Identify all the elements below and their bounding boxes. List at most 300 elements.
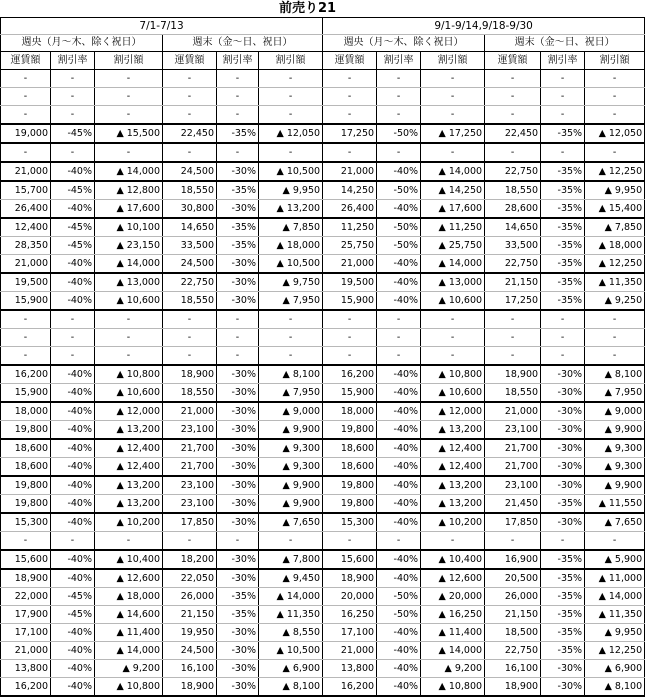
discount-triangle-icon: ▲ — [282, 443, 290, 454]
table-cell: 18,550 — [485, 384, 541, 403]
table-cell: -30% — [541, 365, 585, 384]
table-cell: - — [421, 347, 485, 366]
table-row — [1, 292, 645, 311]
table-cell: 18,550 — [163, 292, 217, 311]
discount-amount: 7,800 — [292, 554, 321, 565]
table-cell: - — [95, 88, 163, 106]
table-cell — [585, 678, 645, 697]
discount-amount: 17,600 — [448, 203, 483, 214]
table-cell — [95, 624, 163, 642]
discount-amount: 7,850 — [614, 222, 643, 233]
table-cell: -40% — [377, 292, 421, 311]
table-cell: -30% — [217, 624, 259, 642]
table-cell — [259, 660, 323, 678]
table-cell — [421, 421, 485, 440]
group-weekend-1: 週末（金～日、祝日） — [163, 35, 323, 52]
table-cell: - — [259, 310, 323, 329]
table-cell — [259, 421, 323, 440]
table-cell — [95, 513, 163, 532]
table-cell: - — [541, 310, 585, 329]
table-cell: - — [541, 106, 585, 125]
discount-triangle-icon: ▲ — [604, 554, 612, 565]
discount-amount: 9,200 — [454, 663, 483, 674]
table-cell: - — [585, 329, 645, 347]
table-cell: -35% — [541, 273, 585, 292]
period-row — [1, 18, 645, 35]
table-cell: 15,600 — [1, 550, 51, 569]
table-cell: 28,350 — [1, 237, 51, 255]
discount-amount: 18,000 — [126, 591, 160, 602]
table-cell — [95, 162, 163, 181]
col-discount-2: 割引額 — [259, 52, 323, 70]
table-cell: - — [259, 70, 323, 88]
discount-amount: 9,900 — [292, 480, 321, 491]
table-cell: - — [585, 143, 645, 162]
table-cell — [259, 124, 323, 143]
col-discount-3: 割引額 — [421, 52, 485, 70]
table-cell: 22,450 — [163, 124, 217, 143]
discount-amount: 10,600 — [448, 387, 483, 398]
table-cell — [259, 402, 323, 421]
table-cell: -30% — [217, 550, 259, 569]
table-cell: -35% — [541, 495, 585, 514]
table-row — [1, 273, 645, 292]
table-cell: -35% — [217, 588, 259, 606]
discount-amount: 10,800 — [448, 369, 483, 380]
table-cell: 16,900 — [485, 550, 541, 569]
discount-amount: 23,150 — [126, 240, 160, 251]
discount-amount: 9,300 — [292, 461, 321, 472]
table-cell — [585, 642, 645, 660]
table-cell: 18,550 — [485, 181, 541, 200]
discount-triangle-icon: ▲ — [438, 554, 446, 565]
table-cell: -35% — [541, 550, 585, 569]
table-cell — [95, 237, 163, 255]
table-cell: 14,650 — [485, 218, 541, 237]
group-row — [1, 35, 645, 52]
table-cell — [585, 384, 645, 403]
discount-triangle-icon: ▲ — [438, 591, 446, 602]
table-cell: - — [95, 106, 163, 125]
table-cell: - — [1, 70, 51, 88]
discount-amount: 8,100 — [292, 681, 321, 692]
table-cell — [585, 606, 645, 624]
table-cell: - — [323, 106, 377, 125]
table-cell: -50% — [377, 181, 421, 200]
table-row — [1, 310, 645, 329]
discount-amount: 8,550 — [292, 627, 321, 638]
table-row — [1, 255, 645, 274]
table-cell: 21,700 — [485, 458, 541, 477]
discount-triangle-icon: ▲ — [116, 480, 124, 491]
table-cell: - — [421, 310, 485, 329]
table-cell: -35% — [541, 237, 585, 255]
discount-amount: 14,250 — [448, 185, 483, 196]
table-cell: 19,950 — [163, 624, 217, 642]
table-cell: -40% — [51, 624, 95, 642]
table-cell: 15,300 — [1, 513, 51, 532]
discount-triangle-icon: ▲ — [276, 203, 284, 214]
discount-amount: 8,100 — [614, 681, 643, 692]
table-cell: -30% — [217, 292, 259, 311]
table-cell: 12,400 — [1, 218, 51, 237]
table-cell — [259, 162, 323, 181]
col-rate-3: 割引率 — [377, 52, 421, 70]
table-cell: -40% — [377, 550, 421, 569]
table-cell: 21,000 — [323, 642, 377, 660]
discount-triangle-icon: ▲ — [116, 627, 124, 638]
table-row — [1, 200, 645, 219]
table-cell: - — [51, 143, 95, 162]
discount-triangle-icon: ▲ — [438, 387, 446, 398]
table-cell: -40% — [51, 439, 95, 458]
table-cell: -40% — [51, 402, 95, 421]
discount-triangle-icon: ▲ — [598, 128, 606, 139]
table-cell: -30% — [541, 402, 585, 421]
table-cell: -40% — [51, 292, 95, 311]
discount-amount: 9,300 — [614, 461, 643, 472]
discount-triangle-icon: ▲ — [438, 424, 446, 435]
discount-amount: 12,400 — [126, 461, 160, 472]
discount-amount: 10,500 — [286, 258, 321, 269]
table-cell: 18,900 — [485, 365, 541, 384]
table-cell — [421, 495, 485, 514]
table-cell — [259, 606, 323, 624]
table-cell: 16,250 — [323, 606, 377, 624]
table-cell: 16,100 — [163, 660, 217, 678]
table-cell: 21,000 — [323, 255, 377, 274]
group-weekday-2: 週央（月～木、除く祝日） — [323, 35, 485, 52]
table-cell: -30% — [217, 642, 259, 660]
discount-amount: 11,250 — [448, 222, 483, 233]
discount-amount: 12,600 — [448, 573, 483, 584]
table-cell — [95, 678, 163, 697]
table-cell: -40% — [377, 402, 421, 421]
discount-triangle-icon: ▲ — [276, 240, 284, 251]
discount-amount: 12,400 — [448, 461, 483, 472]
table-cell: -30% — [541, 476, 585, 495]
table-cell: -35% — [217, 181, 259, 200]
discount-amount: 9,900 — [292, 498, 321, 509]
col-rate-1: 割引率 — [51, 52, 95, 70]
table-cell — [585, 218, 645, 237]
table-cell: - — [163, 106, 217, 125]
table-cell: -40% — [51, 255, 95, 274]
table-cell — [421, 624, 485, 642]
discount-triangle-icon: ▲ — [116, 461, 124, 472]
discount-amount: 13,200 — [448, 498, 483, 509]
discount-triangle-icon: ▲ — [276, 128, 284, 139]
table-cell — [95, 606, 163, 624]
period-2: 9/1-9/14,9/18-9/30 — [323, 18, 645, 35]
table-cell: 22,050 — [163, 569, 217, 588]
discount-triangle-icon: ▲ — [438, 222, 446, 233]
discount-amount: 9,250 — [614, 295, 643, 306]
table-cell — [259, 476, 323, 495]
table-cell: 21,700 — [163, 439, 217, 458]
table-cell: - — [1, 347, 51, 366]
table-cell — [259, 569, 323, 588]
discount-triangle-icon: ▲ — [116, 369, 124, 380]
table-cell: 16,200 — [1, 678, 51, 697]
table-cell: 15,900 — [1, 384, 51, 403]
discount-triangle-icon: ▲ — [282, 461, 290, 472]
discount-triangle-icon: ▲ — [598, 591, 606, 602]
discount-amount: 11,350 — [608, 609, 643, 620]
table-cell: 18,900 — [323, 569, 377, 588]
table-row — [1, 143, 645, 162]
table-cell: 24,500 — [163, 642, 217, 660]
table-cell: -40% — [51, 678, 95, 697]
discount-triangle-icon: ▲ — [116, 128, 124, 139]
discount-amount: 13,200 — [448, 424, 483, 435]
table-cell: 26,000 — [485, 588, 541, 606]
discount-triangle-icon: ▲ — [604, 627, 612, 638]
table-cell: - — [377, 88, 421, 106]
discount-triangle-icon: ▲ — [282, 517, 290, 528]
table-cell: 22,750 — [163, 273, 217, 292]
table-cell: -35% — [541, 218, 585, 237]
table-cell — [259, 292, 323, 311]
discount-amount: 9,900 — [614, 424, 643, 435]
table-cell — [421, 458, 485, 477]
table-cell — [585, 458, 645, 477]
table-row — [1, 106, 645, 125]
table-row — [1, 329, 645, 347]
discount-amount: 14,000 — [286, 591, 321, 602]
table-cell — [259, 550, 323, 569]
table-cell: 17,850 — [485, 513, 541, 532]
table-cell: - — [51, 310, 95, 329]
table-cell — [421, 365, 485, 384]
table-cell: 19,000 — [1, 124, 51, 143]
discount-amount: 9,300 — [292, 443, 321, 454]
discount-triangle-icon: ▲ — [438, 185, 446, 196]
table-cell: -40% — [51, 273, 95, 292]
table-cell: -40% — [377, 200, 421, 219]
discount-triangle-icon: ▲ — [116, 240, 124, 251]
col-fare-3: 運賃額 — [323, 52, 377, 70]
discount-amount: 10,400 — [448, 554, 483, 565]
discount-triangle-icon: ▲ — [604, 369, 612, 380]
discount-amount: 9,000 — [292, 406, 321, 417]
discount-triangle-icon: ▲ — [604, 480, 612, 491]
discount-amount: 10,600 — [448, 295, 483, 306]
table-cell — [585, 495, 645, 514]
table-cell: 20,000 — [323, 588, 377, 606]
table-cell — [95, 200, 163, 219]
table-cell: -35% — [541, 569, 585, 588]
table-cell: -35% — [541, 588, 585, 606]
col-fare-2: 運賃額 — [163, 52, 217, 70]
table-cell: - — [585, 532, 645, 551]
discount-amount: 11,000 — [608, 573, 643, 584]
table-cell: 21,450 — [485, 495, 541, 514]
table-cell — [421, 606, 485, 624]
table-row — [1, 606, 645, 624]
table-cell: - — [1, 310, 51, 329]
table-cell: 26,400 — [1, 200, 51, 219]
table-row — [1, 513, 645, 532]
table-cell — [421, 255, 485, 274]
table-cell: -30% — [541, 513, 585, 532]
table-cell: -30% — [217, 255, 259, 274]
table-cell: - — [585, 70, 645, 88]
table-cell: 18,500 — [485, 624, 541, 642]
table-cell: 15,700 — [1, 181, 51, 200]
table-row — [1, 181, 645, 200]
discount-triangle-icon: ▲ — [282, 295, 290, 306]
discount-amount: 12,600 — [126, 573, 160, 584]
discount-amount: 14,000 — [126, 645, 160, 656]
discount-amount: 18,000 — [608, 240, 643, 251]
table-cell — [95, 439, 163, 458]
table-cell: -35% — [217, 237, 259, 255]
table-cell: - — [51, 88, 95, 106]
discount-amount: 14,000 — [448, 645, 483, 656]
table-cell: -35% — [541, 255, 585, 274]
discount-triangle-icon: ▲ — [438, 573, 446, 584]
discount-amount: 11,350 — [608, 277, 643, 288]
col-fare-4: 運賃額 — [485, 52, 541, 70]
discount-triangle-icon: ▲ — [116, 258, 124, 269]
table-cell: - — [377, 347, 421, 366]
table-cell — [585, 660, 645, 678]
discount-amount: 11,350 — [286, 609, 321, 620]
table-cell — [259, 588, 323, 606]
discount-triangle-icon: ▲ — [438, 443, 446, 454]
table-cell — [95, 660, 163, 678]
discount-amount: 9,900 — [292, 424, 321, 435]
table-cell: - — [377, 532, 421, 551]
group-weekend-2: 週末（金～日、祝日） — [485, 35, 645, 52]
table-cell: - — [485, 106, 541, 125]
table-cell — [421, 237, 485, 255]
table-cell: - — [421, 88, 485, 106]
table-cell: - — [377, 310, 421, 329]
discount-triangle-icon: ▲ — [116, 573, 124, 584]
table-cell: 26,400 — [323, 200, 377, 219]
table-cell: - — [541, 532, 585, 551]
discount-triangle-icon: ▲ — [282, 424, 290, 435]
table-cell: -40% — [51, 421, 95, 440]
discount-triangle-icon: ▲ — [116, 591, 124, 602]
discount-amount: 9,900 — [614, 480, 643, 491]
table-cell — [259, 365, 323, 384]
table-cell — [95, 476, 163, 495]
table-cell: -40% — [51, 513, 95, 532]
table-cell — [259, 495, 323, 514]
table-row — [1, 237, 645, 255]
period-1: 7/1-7/13 — [1, 18, 323, 35]
table-cell: -40% — [377, 365, 421, 384]
table-cell: - — [217, 143, 259, 162]
discount-triangle-icon: ▲ — [116, 166, 124, 177]
discount-amount: 15,400 — [608, 203, 643, 214]
table-cell: -45% — [51, 606, 95, 624]
table-row — [1, 124, 645, 143]
discount-amount: 5,900 — [614, 554, 643, 565]
discount-amount: 10,600 — [126, 387, 160, 398]
table-cell — [585, 421, 645, 440]
table-cell: - — [259, 88, 323, 106]
table-cell: - — [323, 347, 377, 366]
table-row — [1, 642, 645, 660]
table-cell: 17,250 — [323, 124, 377, 143]
table-cell: -35% — [217, 218, 259, 237]
discount-triangle-icon: ▲ — [282, 480, 290, 491]
table-cell: 24,500 — [163, 162, 217, 181]
table-cell: -35% — [541, 200, 585, 219]
table-cell — [421, 384, 485, 403]
discount-amount: 10,200 — [126, 517, 160, 528]
table-cell: - — [585, 310, 645, 329]
discount-triangle-icon: ▲ — [438, 128, 446, 139]
table-cell — [585, 200, 645, 219]
discount-triangle-icon: ▲ — [604, 185, 612, 196]
table-cell — [95, 124, 163, 143]
table-cell — [259, 181, 323, 200]
table-cell: - — [485, 532, 541, 551]
table-cell: -35% — [217, 606, 259, 624]
table-cell — [585, 181, 645, 200]
discount-amount: 15,500 — [126, 128, 160, 139]
table-cell: - — [217, 310, 259, 329]
table-cell: - — [323, 143, 377, 162]
table-cell: 13,800 — [323, 660, 377, 678]
table-cell — [585, 588, 645, 606]
table-cell: -30% — [217, 678, 259, 697]
table-cell: 17,100 — [1, 624, 51, 642]
table-cell: -30% — [217, 476, 259, 495]
table-cell: 15,600 — [323, 550, 377, 569]
discount-amount: 12,050 — [608, 128, 643, 139]
discount-triangle-icon: ▲ — [116, 185, 124, 196]
table-cell — [585, 237, 645, 255]
discount-triangle-icon: ▲ — [282, 387, 290, 398]
table-cell: -30% — [217, 162, 259, 181]
discount-amount: 10,500 — [286, 645, 321, 656]
table-cell: - — [421, 532, 485, 551]
table-cell — [585, 569, 645, 588]
table-cell: 22,750 — [485, 642, 541, 660]
table-cell: -40% — [377, 162, 421, 181]
table-row — [1, 569, 645, 588]
table-cell — [95, 569, 163, 588]
table-row — [1, 532, 645, 551]
table-cell: 25,750 — [323, 237, 377, 255]
table-cell: - — [323, 88, 377, 106]
discount-triangle-icon: ▲ — [604, 387, 612, 398]
table-cell: - — [485, 70, 541, 88]
table-cell: -40% — [51, 660, 95, 678]
discount-triangle-icon: ▲ — [276, 258, 284, 269]
table-row — [1, 660, 645, 678]
table-cell: - — [323, 532, 377, 551]
table-cell — [585, 402, 645, 421]
discount-triangle-icon: ▲ — [598, 645, 606, 656]
table-cell — [95, 218, 163, 237]
table-cell: 19,800 — [1, 495, 51, 514]
discount-amount: 14,000 — [126, 258, 160, 269]
table-cell: - — [163, 143, 217, 162]
discount-triangle-icon: ▲ — [438, 681, 446, 692]
table-cell: -30% — [217, 200, 259, 219]
table-cell: 18,900 — [163, 365, 217, 384]
group-weekday-1: 週央（月～木、除く祝日） — [1, 35, 163, 52]
discount-triangle-icon: ▲ — [438, 277, 446, 288]
discount-amount: 10,200 — [448, 517, 483, 528]
